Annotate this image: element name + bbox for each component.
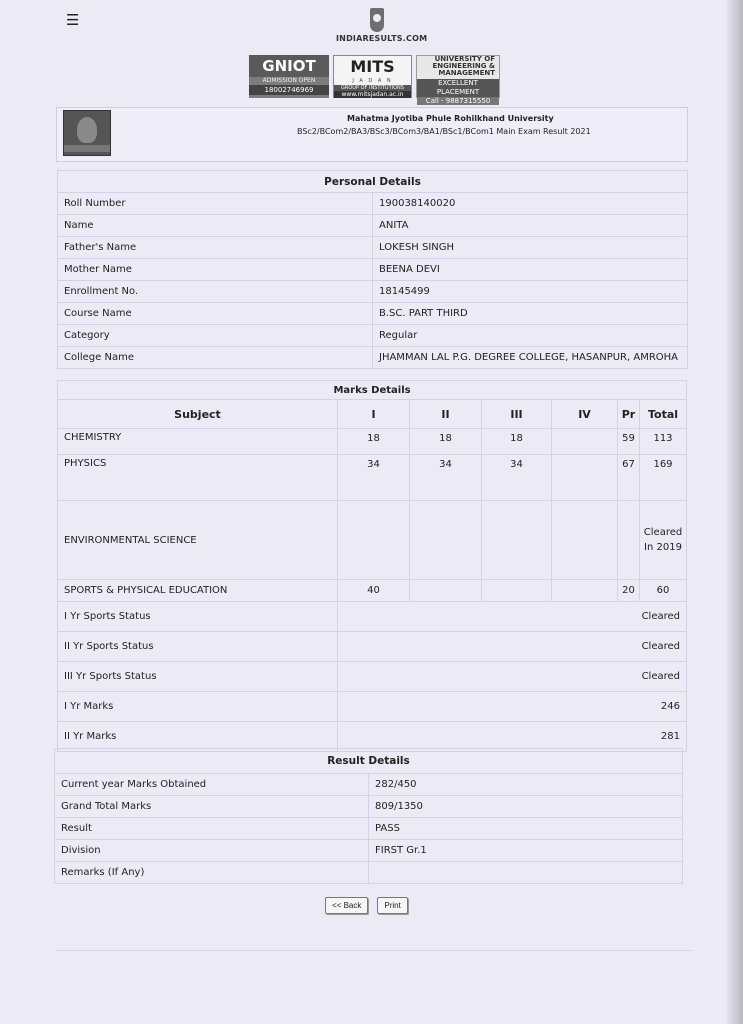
marks-ii	[410, 501, 482, 580]
marks-i: 40	[338, 580, 410, 602]
table-row	[58, 429, 687, 455]
status-value: Cleared	[338, 662, 687, 692]
university-emblem-icon	[63, 110, 111, 156]
row-label: Result	[55, 818, 369, 840]
row-label: Current year Marks Obtained	[55, 774, 369, 796]
row-label: Enrollment No.	[58, 281, 373, 303]
ad-uem-line2: Call - 9887315550	[417, 97, 499, 105]
col-header-pr: Pr	[618, 400, 640, 429]
action-buttons	[325, 897, 408, 914]
row-value: ANITA	[373, 215, 688, 237]
marks-details-table	[57, 380, 687, 752]
status-value: Cleared	[338, 602, 687, 632]
row-label: Mother Name	[58, 259, 373, 281]
site-logo[interactable]	[336, 8, 428, 43]
ad-gniot-line1: ADMISSION OPEN	[262, 77, 316, 84]
ad-gniot-line2: 18002746969	[249, 85, 329, 95]
row-value: B.SC. PART THIRD	[373, 303, 688, 325]
exam-title: BSc2/BCom2/BA3/BSc3/BCom3/BA1/BSc1/BCom1 Main Exam Result 2021	[297, 127, 591, 136]
status-label: II Yr Sports Status	[58, 632, 338, 662]
ad-mits-name: MITS	[350, 57, 395, 76]
table-row	[55, 818, 683, 840]
table-row	[55, 862, 683, 884]
marks-iii: 34	[482, 455, 552, 501]
marks-total: Cleared In 2019	[640, 501, 687, 580]
ad-mits[interactable]	[333, 55, 412, 98]
row-value: 809/1350	[369, 796, 683, 818]
subject-name: ENVIRONMENTAL SCIENCE	[58, 501, 338, 580]
marks-iii: 18	[482, 429, 552, 455]
row-value: FIRST Gr.1	[369, 840, 683, 862]
row-label: College Name	[58, 347, 373, 369]
row-value	[369, 862, 683, 884]
row-value: 18145499	[373, 281, 688, 303]
marks-i: 34	[338, 455, 410, 501]
table-row	[55, 840, 683, 862]
table-row	[58, 193, 688, 215]
ad-mits-line1: J A D A N	[352, 78, 393, 84]
marks-iii	[482, 501, 552, 580]
status-label: I Yr Sports Status	[58, 602, 338, 632]
row-label: Remarks (If Any)	[55, 862, 369, 884]
row-value: BEENA DEVI	[373, 259, 688, 281]
marks-iv	[552, 580, 618, 602]
personal-details-heading: Personal Details	[58, 171, 688, 193]
ad-uem[interactable]	[416, 55, 500, 105]
ad-mits-line3: www.mitsjadan.ac.in	[334, 91, 411, 98]
ad-uem-line1: EXCELLENT PLACEMENT	[417, 79, 499, 97]
marks-total: 169	[640, 455, 687, 501]
ad-gniot[interactable]	[249, 55, 329, 98]
status-label: II Yr Marks	[58, 722, 338, 752]
row-label: Grand Total Marks	[55, 796, 369, 818]
table-row	[58, 501, 687, 580]
ad-mits-line2: GROUP OF INSTITUTIONS	[334, 85, 411, 91]
table-row	[58, 662, 687, 692]
back-button[interactable]: << Back	[325, 897, 368, 914]
status-value: Cleared	[338, 632, 687, 662]
row-label: Roll Number	[58, 193, 373, 215]
col-header-iii: III	[482, 400, 552, 429]
marks-iv	[552, 429, 618, 455]
table-row	[58, 602, 687, 632]
table-row	[58, 325, 688, 347]
table-row	[58, 455, 687, 501]
table-row	[58, 580, 687, 602]
marks-ii: 18	[410, 429, 482, 455]
subject-name: PHYSICS	[58, 455, 338, 501]
table-row	[58, 237, 688, 259]
marks-ii: 34	[410, 455, 482, 501]
marks-iv	[552, 501, 618, 580]
row-value: JHAMMAN LAL P.G. DEGREE COLLEGE, HASANPUR, AMROHA	[373, 347, 688, 369]
status-value: 281	[338, 722, 687, 752]
footer-divider	[56, 950, 692, 951]
row-value: 282/450	[369, 774, 683, 796]
col-header-i: I	[338, 400, 410, 429]
marks-i	[338, 501, 410, 580]
marks-iii	[482, 580, 552, 602]
row-label: Category	[58, 325, 373, 347]
col-header-total: Total	[640, 400, 687, 429]
marks-pr	[618, 501, 640, 580]
marks-total: 60	[640, 580, 687, 602]
print-button[interactable]: Print	[377, 897, 407, 914]
marks-total: 113	[640, 429, 687, 455]
table-row	[55, 796, 683, 818]
page-edge-shadow	[727, 0, 743, 1024]
col-header-subject: Subject	[58, 400, 338, 429]
row-label: Course Name	[58, 303, 373, 325]
ad-uem-name: UNIVERSITY OF ENGINEERING & MANAGEMENT	[432, 55, 495, 77]
university-name: Mahatma Jyotiba Phule Rohilkhand University	[347, 114, 554, 123]
personal-details-table	[57, 170, 688, 369]
site-logo-text: INDIARESULTS.COM	[336, 34, 428, 43]
marks-pr: 67	[618, 455, 640, 501]
table-row	[58, 215, 688, 237]
ad-banner-row	[249, 55, 500, 105]
marks-ii	[410, 580, 482, 602]
marks-i: 18	[338, 429, 410, 455]
table-row	[58, 347, 688, 369]
table-row	[58, 281, 688, 303]
row-label: Father's Name	[58, 237, 373, 259]
table-row	[58, 259, 688, 281]
marks-details-heading: Marks Details	[58, 381, 687, 400]
university-header	[56, 107, 688, 162]
table-row	[58, 632, 687, 662]
status-label: I Yr Marks	[58, 692, 338, 722]
marks-pr: 59	[618, 429, 640, 455]
subject-name: SPORTS & PHYSICAL EDUCATION	[58, 580, 338, 602]
result-details-heading: Result Details	[55, 749, 683, 774]
table-row	[58, 692, 687, 722]
hamburger-menu-icon[interactable]: ☰	[66, 11, 80, 29]
table-row	[55, 774, 683, 796]
status-label: III Yr Sports Status	[58, 662, 338, 692]
row-label: Division	[55, 840, 369, 862]
status-value: 246	[338, 692, 687, 722]
row-value: Regular	[373, 325, 688, 347]
result-details-table	[54, 748, 683, 884]
col-header-iv: IV	[552, 400, 618, 429]
row-label: Name	[58, 215, 373, 237]
marks-pr: 20	[618, 580, 640, 602]
subject-name: CHEMISTRY	[58, 429, 338, 455]
marks-iv	[552, 455, 618, 501]
row-value: LOKESH SINGH	[373, 237, 688, 259]
ad-gniot-name: GNIOT	[249, 55, 329, 77]
row-value: PASS	[369, 818, 683, 840]
site-logo-mark-icon	[370, 8, 384, 32]
col-header-ii: II	[410, 400, 482, 429]
table-row	[58, 303, 688, 325]
row-value: 190038140020	[373, 193, 688, 215]
table-row	[58, 722, 687, 752]
